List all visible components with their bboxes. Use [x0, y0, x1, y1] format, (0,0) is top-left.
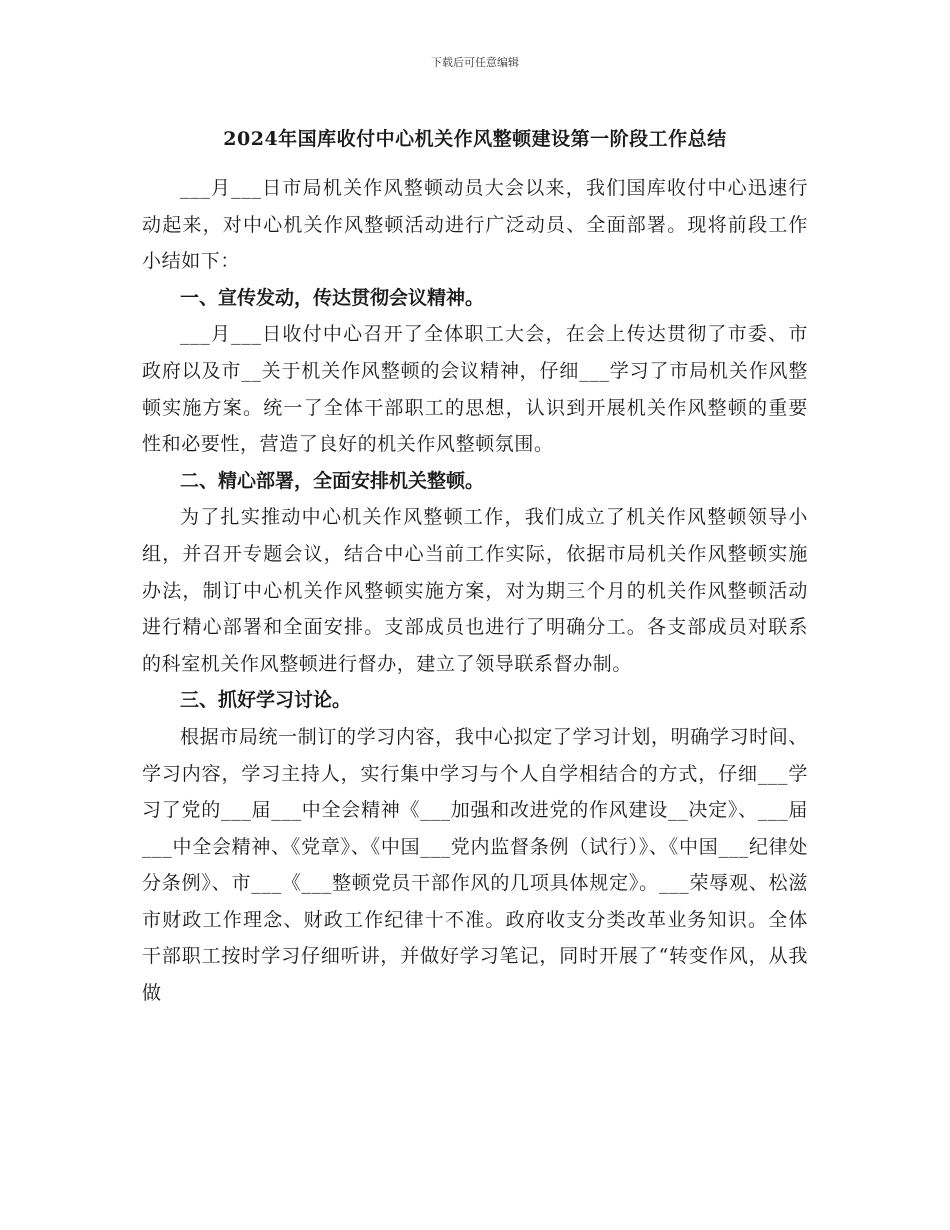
paragraph-3: 根据市局统一制订的学习内容，我中心拟定了学习计划，明确学习时间、学习内容，学习主持人，实行集中学习与个人自学相结合的方式，仔细___学习了党的___届___中全会精神《___加强和改进党的作风建设__决定》、___届___中全会精神、《党章》、《中国___党内监督条例（试行）》、《中国___纪律处分条例》、市___《___整顿党员干部作风的几项具体规定》。___荣辱观、松滋市财政工作理念、财政工作纪律十不准。政府收支分类改革业务知识。全体干部职工按时学习仔细听讲，并做好学习笔记，同时开展了“转变作风，从我做	[142, 725, 808, 1005]
paragraph-1: ___月___日收付中心召开了全体职工大会，在会上传达贯彻了市委、市政府以及市__关于机关作风整顿的会议精神，仔细___学习了市局机关作风整顿实施方案。统一了全体干部职工的思想，认识到开展机关作风整顿的重要性和必要性，营造了良好的机关作风整顿氛围。	[142, 323, 808, 456]
paragraph-2: 为了扎实推动中心机关作风整顿工作，我们成立了机关作风整顿领导小组，并召开专题会议，结合中心当前工作实际，依据市局机关作风整顿实施办法，制订中心机关作风整顿实施方案，对为期三个月的机关作风整顿活动进行精心部署和全面安排。支部成员也进行了明确分工。各支部成员对联系的科室机关作风整顿进行督办，建立了领导联系督办制。	[142, 506, 808, 675]
section-heading-3: 三、抓好学习讨论。	[180, 689, 352, 712]
document-body	[142, 170, 808, 1012]
paragraph-intro: ___月___日市局机关作风整顿动员大会以来，我们国库收付中心迅速行动起来，对中心机关作风整顿活动进行广泛动员、全面部署。现将前段工作小结如下：	[142, 177, 808, 273]
section-heading-2: 二、精心部署，全面安排机关整顿。	[180, 469, 485, 492]
document-title: 2024年国库收付中心机关作风整顿建设第一阶段工作总结	[223, 128, 727, 150]
section-heading-1: 一、宣传发动，传达贯彻会议精神。	[180, 286, 485, 309]
header-note: 下载后可任意编辑	[431, 56, 519, 69]
